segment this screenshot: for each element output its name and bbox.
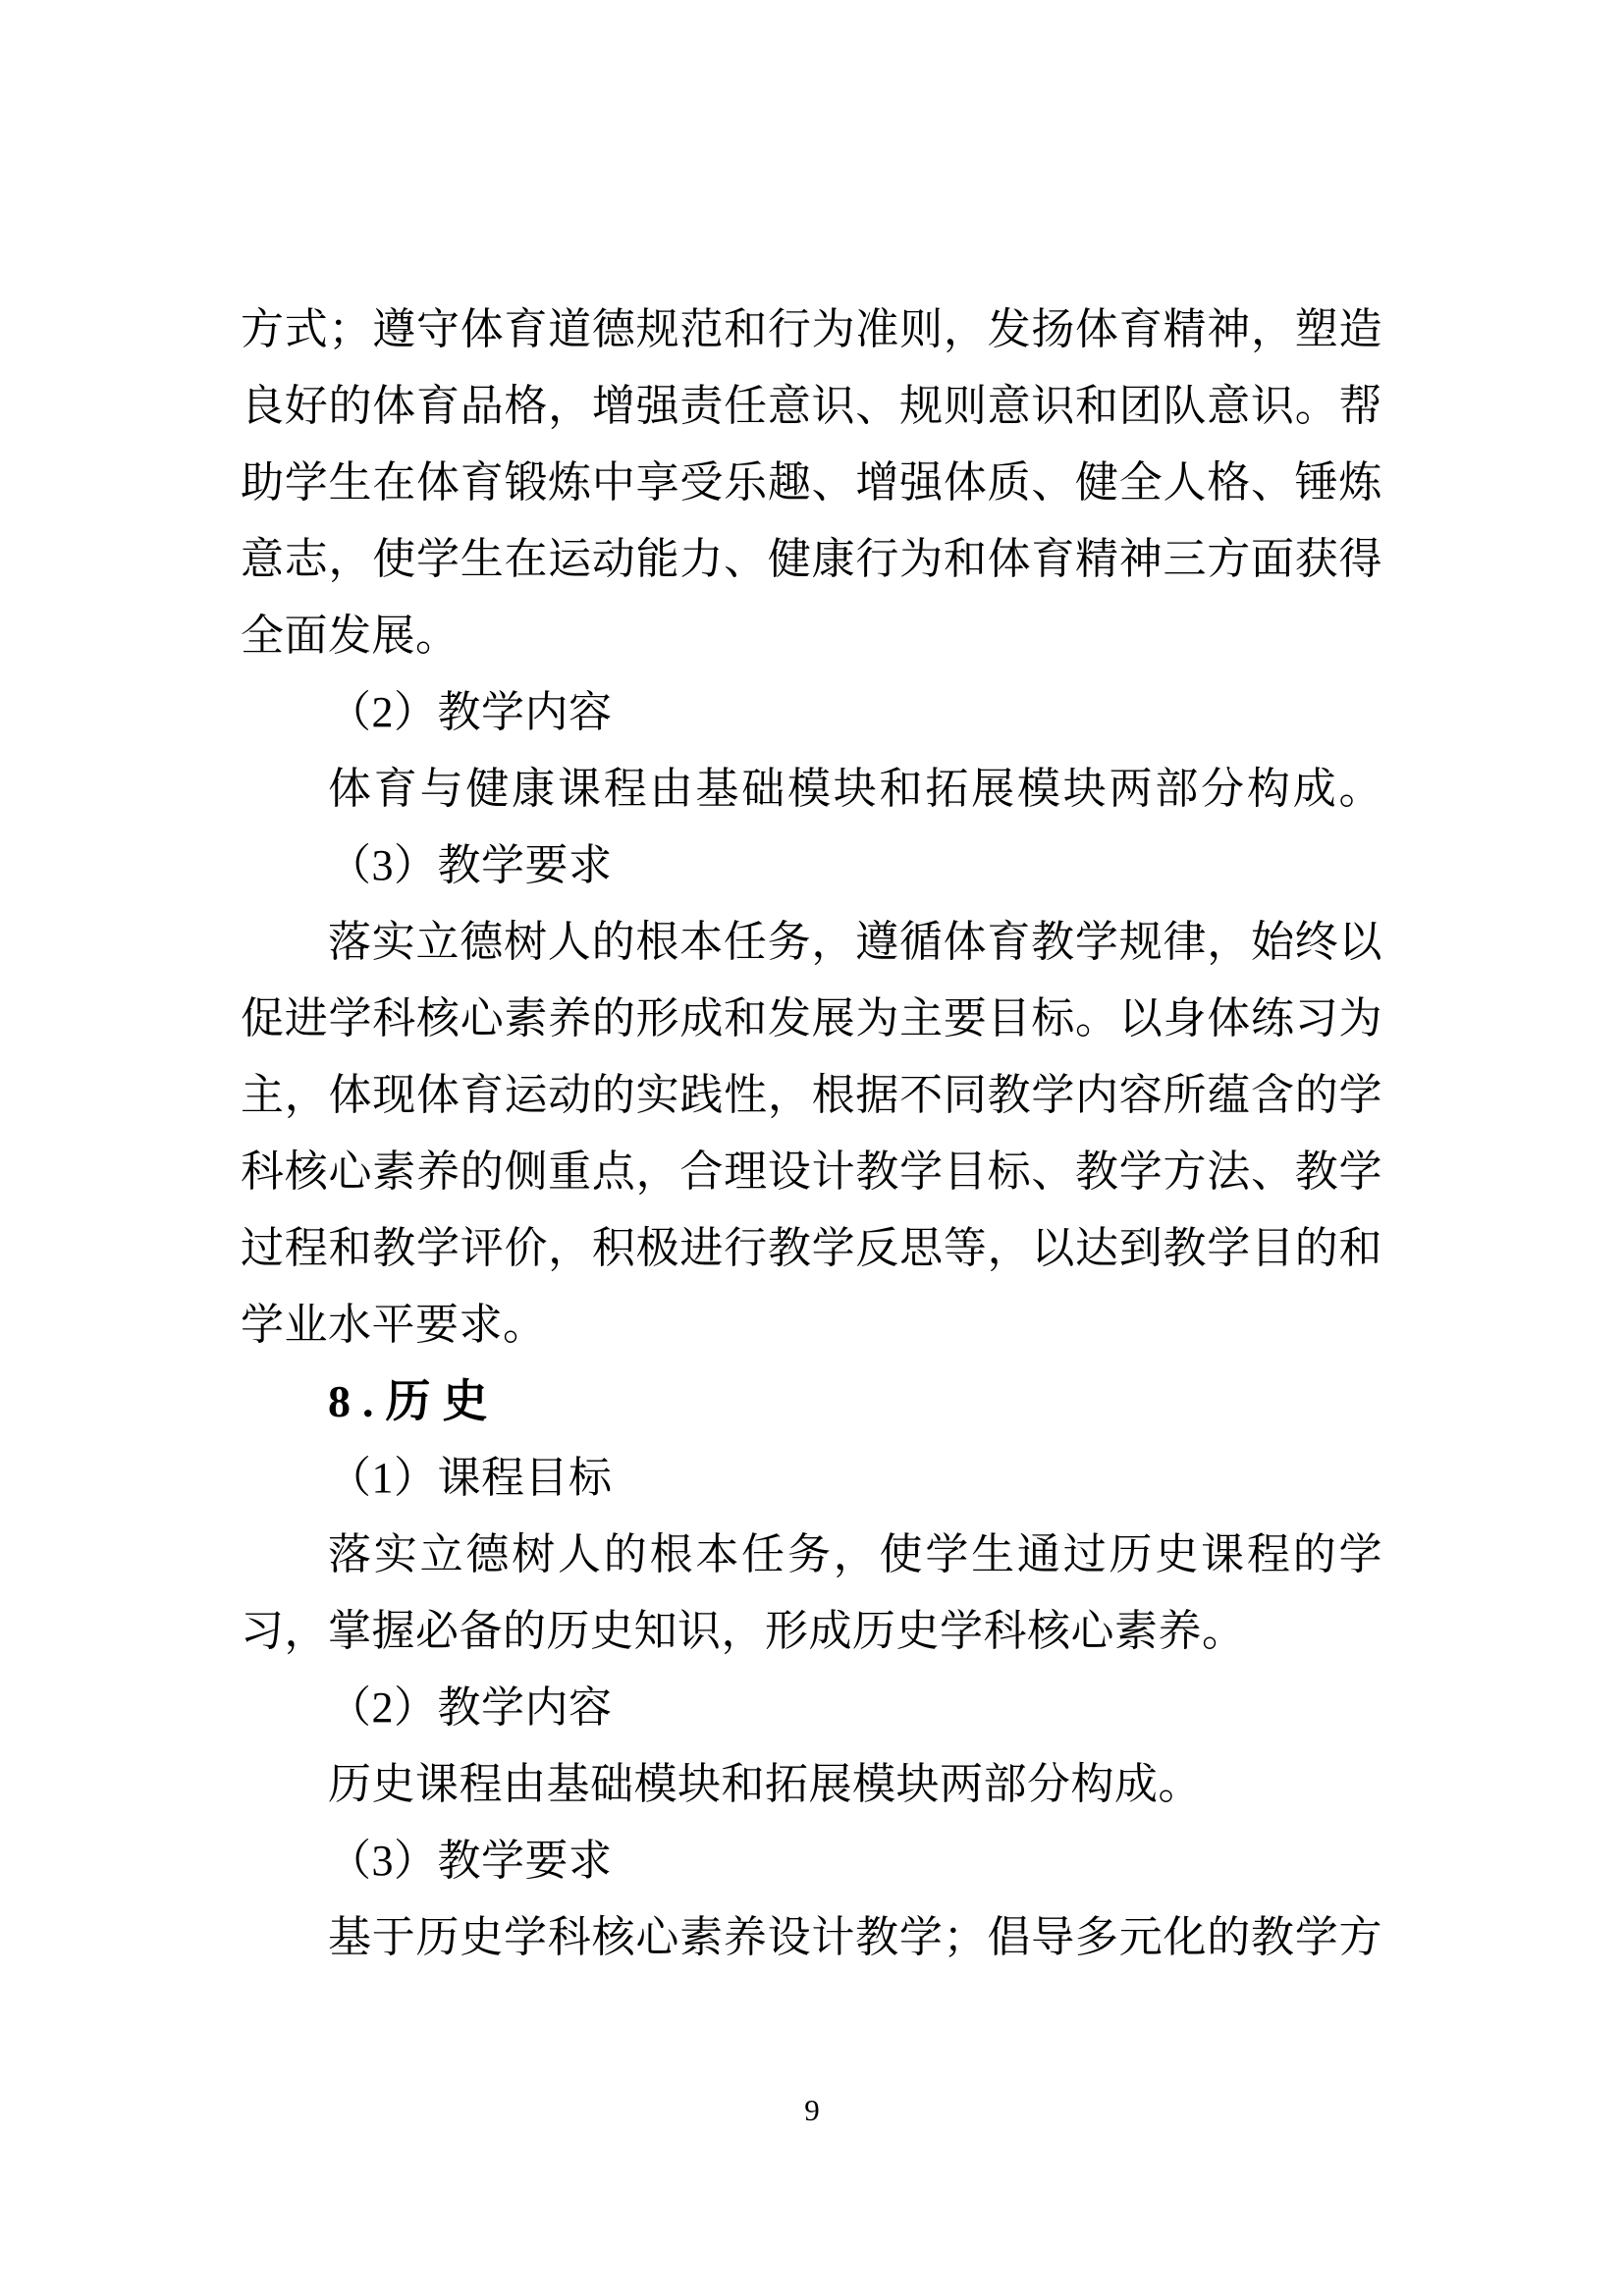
text-line: 基于历史学科核心素养设计教学；倡导多元化的教学方 xyxy=(328,1913,1382,1961)
text-line: 主，体现体育运动的实践性，根据不同教学内容所蕴含的学 xyxy=(241,1071,1382,1119)
text-line: 落实立德树人的根本任务，使学生通过历史课程的学 xyxy=(328,1530,1382,1578)
text-line: 方式；遵守体育道德规范和行为准则，发扬体育精神，塑造 xyxy=(241,305,1382,353)
text-line: 意志，使学生在运动能力、健康行为和体育精神三方面获得 xyxy=(241,535,1382,583)
text-line: 良好的体育品格，增强责任意识、规则意识和团队意识。帮 xyxy=(241,382,1382,430)
subheading-teaching-content-pe: （2）教学内容 xyxy=(328,688,613,736)
subheading-teaching-requirements-history: （3）教学要求 xyxy=(328,1837,613,1885)
section-heading-history: 8.历史 xyxy=(328,1376,500,1426)
subheading-teaching-requirements-pe: （3）教学要求 xyxy=(328,841,613,889)
text-line: 历史课程由基础模块和拓展模块两部分构成。 xyxy=(328,1760,1202,1808)
page-number: 9 xyxy=(804,2093,820,2127)
text-line: 促进学科核心素养的形成和发展为主要目标。以身体练习为 xyxy=(241,994,1382,1042)
text-line: 助学生在体育锻炼中享受乐趣、增强体质、健全人格、锤炼 xyxy=(241,458,1382,507)
text-line: 全面发展。 xyxy=(241,612,460,660)
text-line: 过程和教学评价，积极进行教学反思等，以达到教学目的和 xyxy=(241,1224,1382,1272)
text-line: 落实立德树人的根本任务，遵循体育教学规律，始终以 xyxy=(328,918,1382,966)
text-line: 科核心素养的侧重点，合理设计教学目标、教学方法、教学 xyxy=(241,1148,1382,1196)
subheading-course-goals-history: （1）课程目标 xyxy=(328,1454,613,1502)
subheading-teaching-content-history: （2）教学内容 xyxy=(328,1683,613,1732)
text-block xyxy=(241,292,1382,1976)
text-line: 习，掌握必备的历史知识，形成历史学科核心素养。 xyxy=(241,1607,1246,1655)
text-line: 体育与健康课程由基础模块和拓展模块两部分构成。 xyxy=(328,765,1382,813)
text-line: 学业水平要求。 xyxy=(241,1301,547,1349)
